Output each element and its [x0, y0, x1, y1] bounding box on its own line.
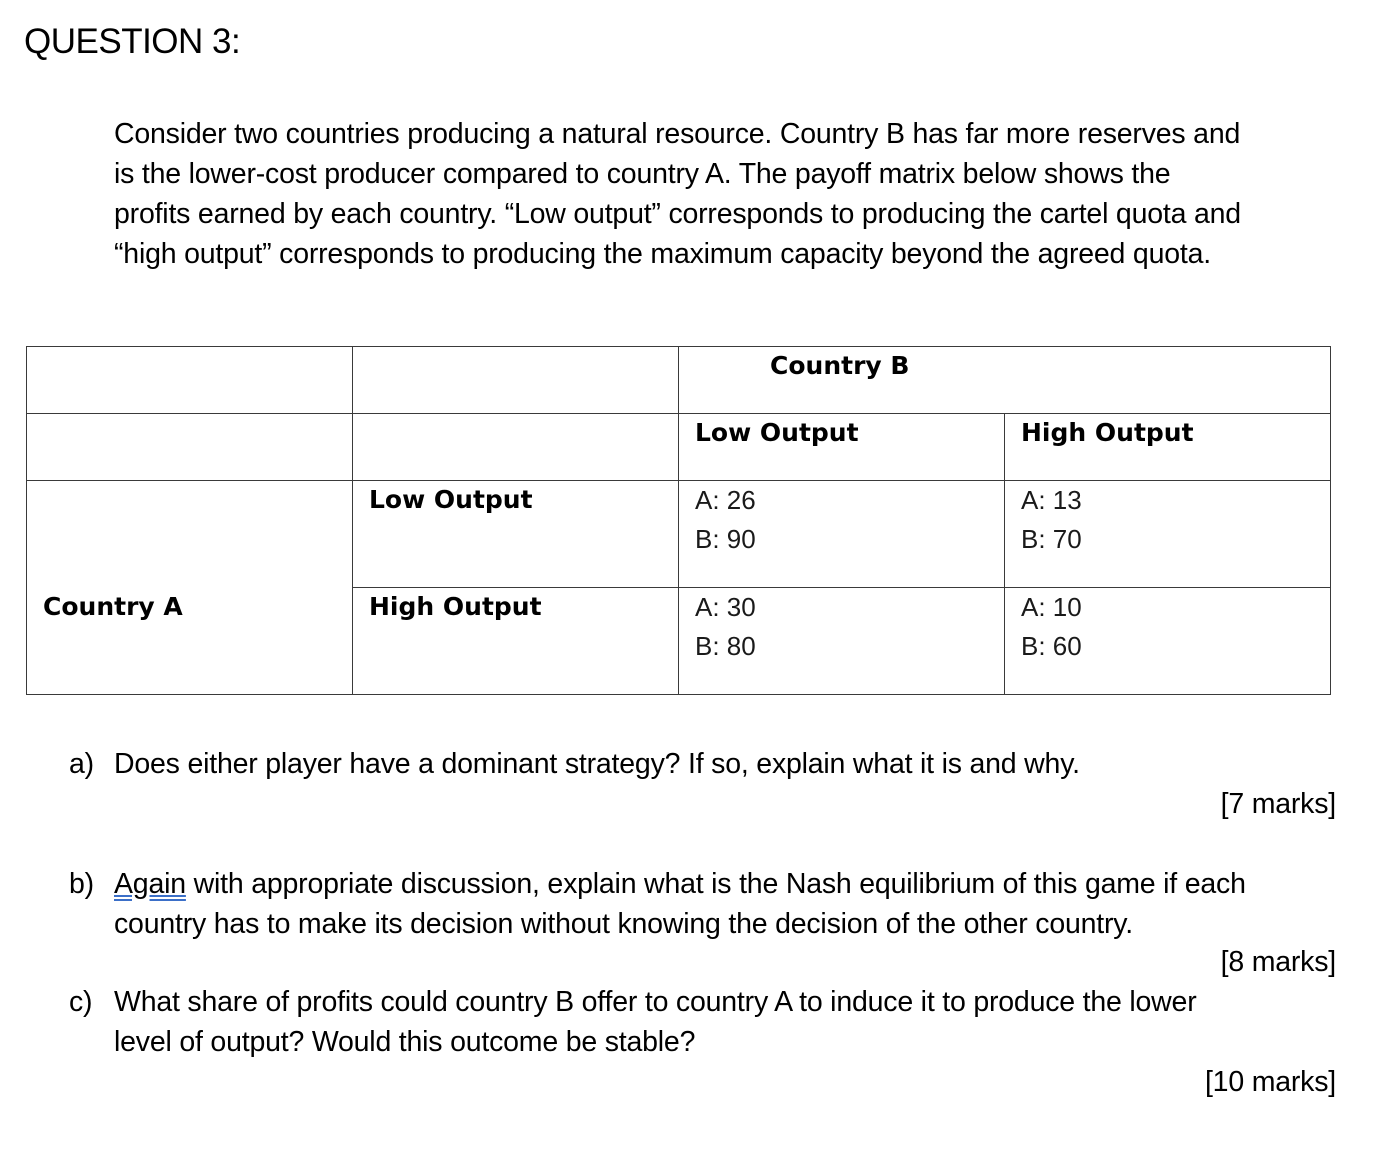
a-low-output-row — [27, 481, 1331, 588]
a-high-output-label: High Output — [353, 588, 679, 695]
question-c-marks: [10 marks] — [1204, 1066, 1336, 1098]
payoff-a: A: 30 — [695, 592, 756, 622]
payoff-a: A: 10 — [1021, 592, 1082, 622]
intro-line: Consider two countries producing a natural resource. Country B has far more reserves and — [114, 118, 1241, 150]
intro-line: is the lower-cost producer compared to country A. The payoff matrix below shows the — [114, 158, 1171, 190]
question-c-line-2: level of output? Would this outcome be stable? — [114, 1026, 696, 1058]
question-b-marks: [8 marks] — [1220, 946, 1336, 978]
empty-cell — [353, 414, 679, 481]
matrix-strategy-row — [27, 414, 1331, 481]
question-b-line-2: country has to make its decision without knowing the decision of the other country. — [114, 908, 1133, 940]
question-c — [69, 982, 1329, 1062]
question-b-line-1: Again with appropriate discussion, explain what is the Nash equilibrium of this game if each — [114, 868, 1246, 900]
payoff-b: B: 90 — [695, 524, 756, 554]
question-b-letter: b) — [69, 868, 94, 900]
question-c-line-1: What share of profits could country B offer to country A to induce it to produce the lower — [114, 986, 1197, 1018]
question-c-letter: c) — [69, 986, 93, 1018]
payoff-cell-high-low — [679, 588, 1005, 695]
payoff-matrix — [26, 346, 1331, 695]
empty-cell — [27, 414, 353, 481]
question-b — [69, 864, 1329, 944]
a-low-output-label: Low Output — [353, 481, 679, 588]
matrix-header-row — [27, 347, 1331, 414]
intro-line: “high output” corresponds to producing the maximum capacity beyond the agreed quota. — [114, 238, 1211, 270]
question-heading: QUESTION 3: — [24, 22, 241, 61]
country-b-label: Country B — [770, 351, 910, 380]
empty-cell — [27, 481, 353, 588]
intro-paragraph — [114, 114, 1364, 274]
payoff-b: B: 70 — [1021, 524, 1082, 554]
b-low-output-header: Low Output — [679, 414, 1005, 481]
question-a-text: Does either player have a dominant strategy? If so, explain what it is and why. — [114, 748, 1080, 780]
empty-cell — [27, 347, 353, 414]
country-b-header — [679, 347, 1331, 414]
question-a — [69, 744, 1269, 784]
payoff-b: B: 60 — [1021, 631, 1082, 661]
payoff-a: A: 26 — [695, 485, 756, 515]
intro-line: profits earned by each country. “Low output” corresponds to producing the cartel quota and — [114, 198, 1241, 230]
country-a-label: Country A — [27, 588, 353, 695]
payoff-cell-low-low — [679, 481, 1005, 588]
question-a-letter: a) — [69, 748, 94, 780]
a-high-output-row — [27, 588, 1331, 695]
payoff-a: A: 13 — [1021, 485, 1082, 515]
spellcheck-word: Again — [114, 868, 186, 900]
payoff-cell-high-high — [1005, 588, 1331, 695]
payoff-cell-low-high — [1005, 481, 1331, 588]
payoff-b: B: 80 — [695, 631, 756, 661]
question-a-marks: [7 marks] — [1220, 788, 1336, 820]
b-high-output-header: High Output — [1005, 414, 1331, 481]
empty-cell — [353, 347, 679, 414]
